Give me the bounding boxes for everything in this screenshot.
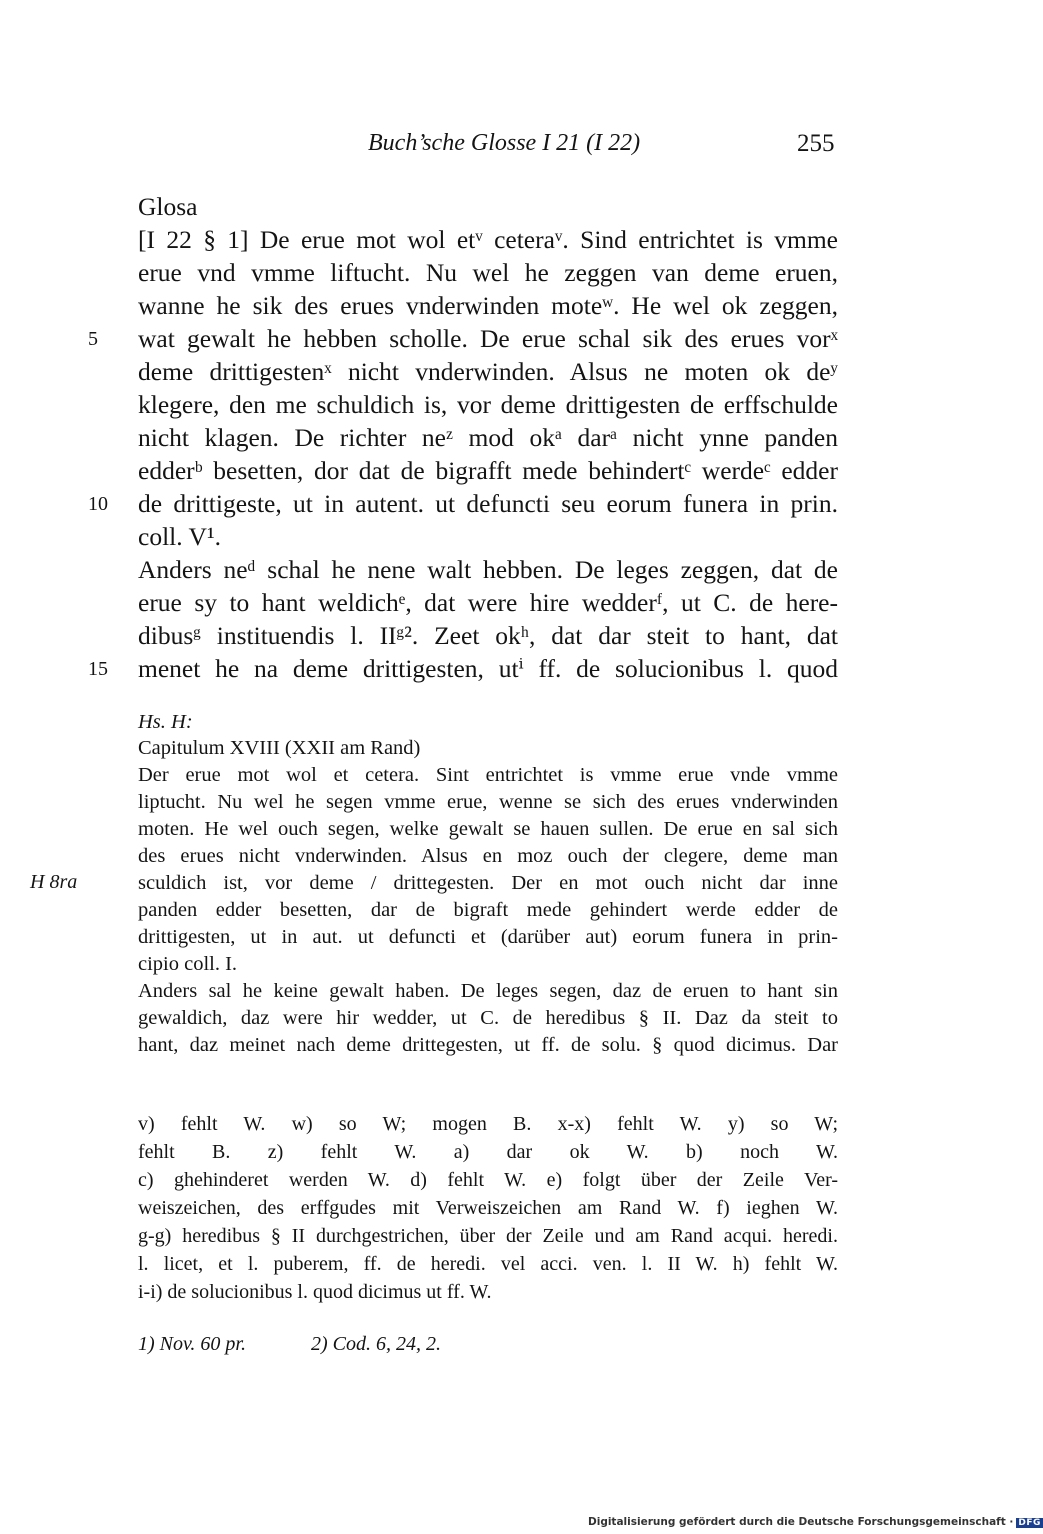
apparatus-line-12: hant, daz meinet nach deme drittegesten, ut ff. de solu. § quod dicimus. Dar <box>138 1034 838 1056</box>
footnote-line-2: fehlt B. z) fehlt W. a) dar ok W. b) noch W. <box>138 1141 838 1163</box>
line-number: 10 <box>88 493 108 515</box>
apparatus-line-1: Capitulum XVIII (XXII am Rand) <box>138 737 421 759</box>
footnote-line-6: l. licet, et l. puberem, ff. de heredi. vel acci. ven. l. II W. h) fehlt W. <box>138 1253 838 1275</box>
apparatus-label: Hs. H: <box>138 711 193 733</box>
line-number: 15 <box>88 658 108 680</box>
apparatus-line-9: cipio coll. I. <box>138 953 238 975</box>
source-notes <box>138 1333 501 1356</box>
main-line-14: dibusᵍ instituendis l. IIᵍ². Zeet okʰ, dat dar steit to hant, dat <box>138 621 838 650</box>
apparatus-line-7: panden edder besetten, dar de bigraft mede gehindert werde edder de <box>138 899 838 921</box>
main-line-2: [I 22 § 1] De erue mot wol etᵛ ceteraᵛ. Sind entrichtet is vmme <box>138 225 838 254</box>
main-line-9: edderᵇ besetten, dor dat de bigrafft mede behindertᶜ werdeᶜ edder <box>138 456 838 485</box>
main-line-13: erue sy to hant weldichᵉ, dat were hire wedderᶠ, ut C. de here- <box>138 588 838 617</box>
apparatus-line-4: moten. He wel ouch segen, welke gewalt se hauen sullen. De erue en sal sich <box>138 818 838 840</box>
apparatus-line-11: gewaldich, daz were hir wedder, ut C. de heredibus § II. Daz da steit to <box>138 1007 838 1029</box>
apparatus-line-8: drittigesten, ut in aut. ut defuncti et (darüber aut) eorum funera in prin- <box>138 926 838 948</box>
margin-folio-note: H 8ra <box>30 871 78 893</box>
running-title: Buch’sche Glosse I 21 (I 22) <box>368 130 641 156</box>
funding-footer <box>588 1516 1043 1528</box>
main-line-5: wat gewalt he hebben scholle. De erue schal sik des erues vorˣ <box>138 324 838 353</box>
main-line-1: Glosa <box>138 192 198 221</box>
apparatus-line-3: liptucht. Nu wel he segen vmme erue, wenne se sich des erues vnderwinden <box>138 791 838 813</box>
main-line-12: Anders neᵈ schal he nene walt hebben. De leges zeggen, dat de <box>138 555 838 584</box>
source-note-1: 1) Nov. 60 pr. <box>138 1333 246 1355</box>
apparatus-line-10: Anders sal he keine gewalt haben. De leges segen, daz de eruen to hant sin <box>138 980 838 1002</box>
footnote-line-3: c) ghehinderet werden W. d) fehlt W. e) folgt über der Zeile Ver- <box>138 1169 838 1191</box>
main-line-11: coll. V¹. <box>138 522 221 551</box>
apparatus-line-2: Der erue mot wol et cetera. Sint entrichtet is vmme erue vnde vmme <box>138 764 838 786</box>
main-line-8: nicht klagen. De richter neᶻ mod okᵃ darᵃ nicht ynne panden <box>138 423 838 452</box>
apparatus-line-6: sculdich ist, vor deme / drittegesten. Der en mot ouch nicht dar inne <box>138 872 838 894</box>
funding-text: Digitalisierung gefördert durch die Deutsche Forschungsgemeinschaft · <box>588 1516 1014 1528</box>
main-line-7: klegere, den me schuldich is, vor deme drittigesten de erffschulde <box>138 390 838 419</box>
main-line-10: de drittigeste, ut in autent. ut defuncti seu eorum funera in prin. <box>138 489 838 518</box>
main-line-6: deme drittigestenˣ nicht vnderwinden. Alsus ne moten ok deʸ <box>138 357 838 386</box>
main-line-4: wanne he sik des erues vnderwinden moteʷ. He wel ok zeggen, <box>138 291 838 320</box>
footnote-line-5: g-g) heredibus § II durchgestrichen, über der Zeile und am Rand acqui. heredi. <box>138 1225 838 1247</box>
main-line-3: erue vnd vmme liftucht. Nu wel he zeggen van deme eruen, <box>138 258 838 287</box>
page-number: 255 <box>797 130 835 157</box>
main-line-15: menet he na deme drittigesten, utⁱ ff. de solucionibus l. quod <box>138 654 838 683</box>
footnote-line-7: i-i) de solucionibus l. quod dicimus ut ff. W. <box>138 1281 492 1303</box>
dfg-logo: DFG <box>1018 1518 1041 1528</box>
footnote-line-4: weiszeichen, des erffgudes mit Verweiszeichen am Rand W. f) ieghen W. <box>138 1197 838 1219</box>
source-note-2: 2) Cod. 6, 24, 2. <box>310 1333 441 1355</box>
apparatus-line-5: des erues nicht vnderwinden. Alsus en moz ouch der clegere, deme man <box>138 845 838 867</box>
footnote-line-1: v) fehlt W. w) so W; mogen B. x-x) fehlt W. y) so W; <box>138 1113 838 1135</box>
line-number: 5 <box>88 328 98 350</box>
